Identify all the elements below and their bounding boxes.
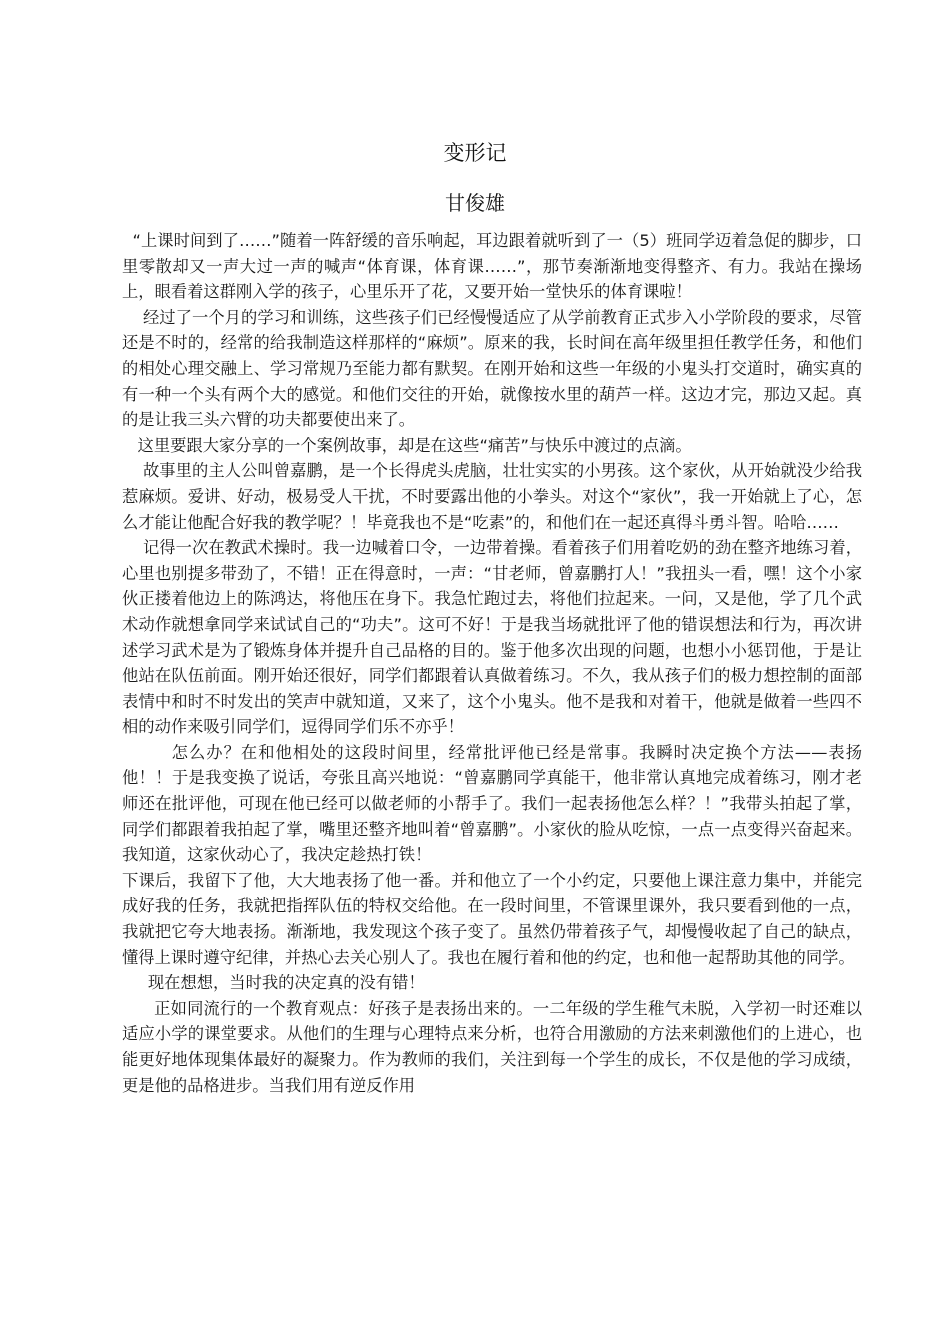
- document-author: 甘俊雄: [445, 191, 505, 215]
- paragraph: 下课后，我留下了他，大大地表扬了他一番。并和他立了一个小约定，只要他上课注意力集中，并能完成好我的任务，我就把指挥队伍的特权交给他。在一段时间里，不管课里课外，我只要看到他的一点，我就把它夸大地表扬。渐渐地，我发现这个孩子变了。虽然仍带着孩子气，却慢慢收起了自己的缺点，懂得上课时遵守纪律，并热心去关心别人了。我也在履行着和他的约定，也和他一起帮助其他的同学。: [122, 870, 862, 967]
- paragraph: 经过了一个月的学习和训练，这些孩子们已经慢慢适应了从学前教育正式步入小学阶段的要求，尽管还是不时的，经常的给我制造这样那样的“麻烦”。原来的我，长时间在高年级里担任教学任务，和他们的相处心理交融上、学习常规乃至能力都有默契。在刚开始和这些一年级的小鬼头打交道时，确实真的有一种一个头有两个大的感觉。和他们交往的开始，就像按水里的葫芦一样。这边才完，那边又起。真的是让我三头六臂的功夫都要使出来了。: [122, 307, 862, 430]
- paragraph: 怎么办？在和他相处的这段时间里，经常批评他已经是常事。我瞬时决定换个方法——表扬他！！于是我变换了说话，夸张且高兴地说：“曾嘉鹏同学真能干，他非常认真地完成着练习，刚才老师还在批评他，可现在他已经可以做老师的小帮手了。我们一起表扬他怎么样？！”我带头拍起了掌，同学们都跟着我拍起了掌，嘴里还整齐地叫着“曾嘉鹏”。小家伙的脸从吃惊，一点一点变得兴奋起来。我知道，这家伙动心了，我决定趁热打铁！: [122, 742, 862, 865]
- document-title: 变形记: [443, 141, 507, 165]
- paragraph: “上课时间到了……”随着一阵舒缓的音乐响起，耳边跟着就听到了一（5）班同学迈着急促的脚步，口里零散却又一声大过一声的喊声“体育课，体育课……”，那节奏渐渐地变得整齐、有力。我站在操场上，眼看着这群刚入学的孩子，心里乐开了花，又要开始一堂快乐的体育课啦！: [122, 231, 863, 302]
- document-body: [122, 228, 862, 1098]
- paragraph: 这里要跟大家分享的一个案例故事，却是在这些“痛苦”与快乐中渡过的点滴。: [122, 435, 692, 455]
- paragraph: 故事里的主人公叫曾嘉鹏，是一个长得虎头虎脑，壮壮实实的小男孩。这个家伙，从开始就没少给我惹麻烦。爱讲、好动，极易受人干扰，不时要露出他的小拳头。对这个“家伙”，我一开始就上了心，怎么才能让他配合好我的教学呢？！毕竟我也不是“吃素”的，和他们在一起还真得斗勇斗智。哈哈……: [122, 461, 862, 532]
- paragraph: 记得一次在教武术操时。我一边喊着口令，一边带着操。看着孩子们用着吃奶的劲在整齐地练习着，心里也别提多带劲了，不错！正在得意时，一声：“甘老师，曾嘉鹏打人！”我扭头一看，嘿！这个小家伙正搂着他边上的陈鸿达，将他压在身下。我急忙跑过去，将他们拉起来。一问，又是他，学了几个武术动作就想拿同学来试试自己的“功夫”。这可不好！于是我当场就批评了他的错误想法和行为，再次讲述学习武术是为了锻炼身体并提升自己品格的目的。鉴于他多次出现的问题，也想小小惩罚他，于是让他站在队伍前面。刚开始还很好，同学们都跟着认真做着练习。不久，我从孩子们的极力想控制的面部表情中和时不时发出的笑声中就知道，又来了，这个小鬼头。他不是我和对着干，他就是做着一些四不相的动作来吸引同学们，逗得同学们乐不亦乎！: [122, 538, 862, 737]
- paragraph: 正如同流行的一个教育观点：好孩子是表扬出来的。一二年级的学生稚气未脱，入学初一时还难以适应小学的课堂要求。从他们的生理与心理特点来分析，也符合用激励的方法来刺激他们的上进心，也能更好地体现集体最好的凝聚力。作为教师的我们，关注到每一个学生的成长，不仅是他的学习成绩，更是他的品格进步。当我们用有逆反作用: [122, 998, 862, 1095]
- paragraph: 现在想想，当时我的决定真的没有错！: [122, 973, 425, 993]
